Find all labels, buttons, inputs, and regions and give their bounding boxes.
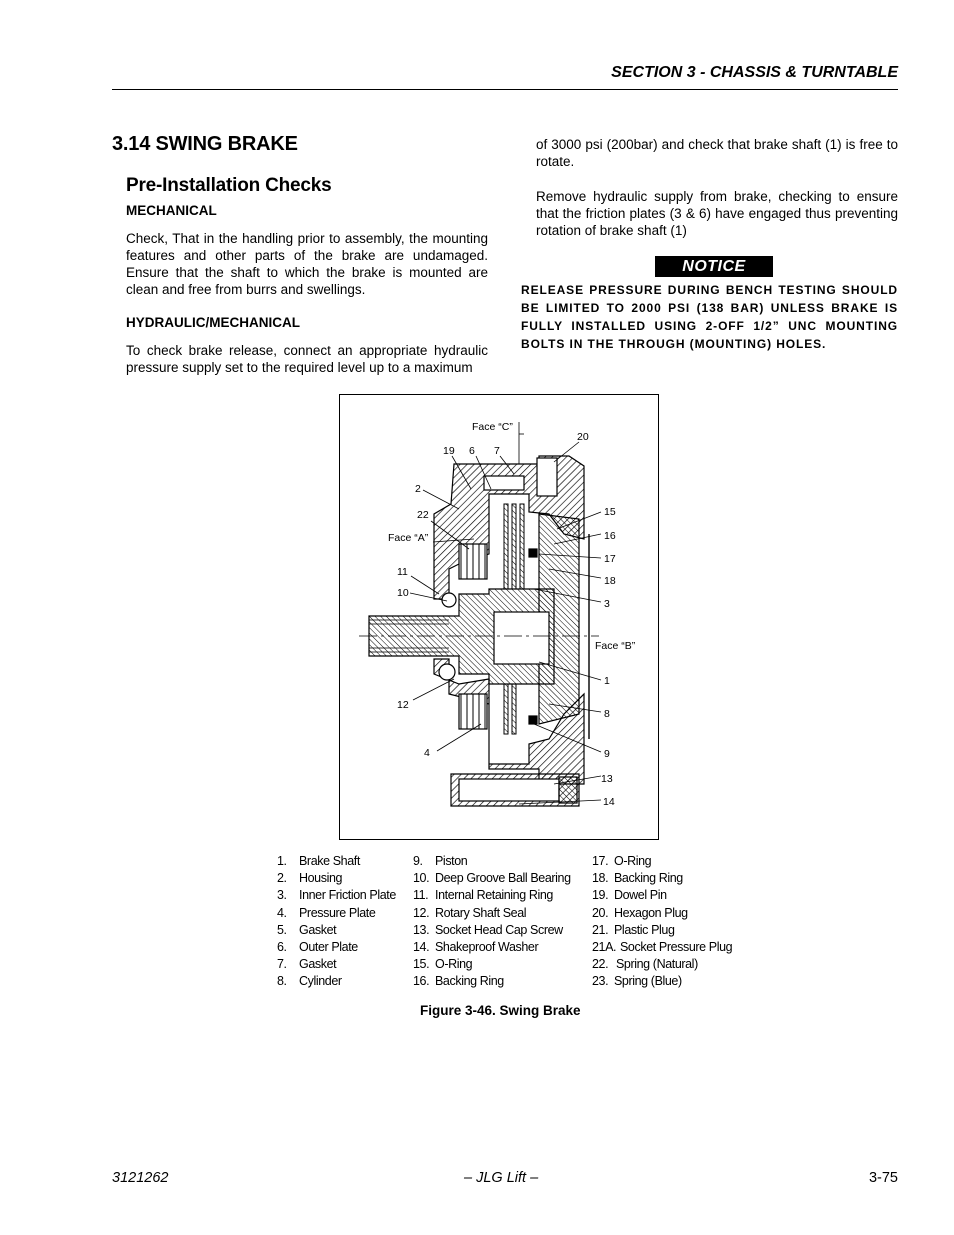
hydraulic-heading: HYDRAULIC/MECHANICAL bbox=[126, 315, 300, 330]
section-title: 3.14 SWING BRAKE bbox=[112, 133, 298, 155]
swing-brake-diagram bbox=[339, 394, 659, 840]
legend-item: 7. Gasket bbox=[277, 957, 337, 972]
legend-item: 21A. Socket Pressure Plug bbox=[592, 940, 733, 955]
subsection-title: Pre-Installation Checks bbox=[126, 175, 332, 196]
legend-item: 17. O-Ring bbox=[592, 854, 652, 868]
callout-1: 1 bbox=[604, 675, 610, 687]
dowel-pin bbox=[484, 476, 524, 490]
friction-plate-lower-1 bbox=[504, 684, 508, 734]
figure-caption: Figure 3-46. Swing Brake bbox=[420, 1003, 581, 1018]
callout-face-b: Face “B” bbox=[595, 640, 636, 652]
spring-lower bbox=[459, 694, 487, 729]
o-ring-upper bbox=[529, 549, 537, 557]
legend-column-1 bbox=[277, 853, 396, 991]
callout-22: 22 bbox=[417, 509, 429, 521]
callout-15: 15 bbox=[604, 506, 616, 518]
header-rule bbox=[112, 89, 898, 90]
legend-item: 2. Housing bbox=[277, 871, 343, 886]
callout-10: 10 bbox=[397, 587, 409, 599]
legend-item: 15. O-Ring bbox=[413, 957, 473, 972]
legend-item: 13. Socket Head Cap Screw bbox=[413, 922, 563, 937]
callout-14: 14 bbox=[603, 796, 615, 808]
o-ring-lower bbox=[529, 716, 537, 724]
legend-item: 14. Shakeproof Washer bbox=[413, 940, 539, 955]
legend-item: 3. Inner Friction Plate bbox=[277, 888, 396, 903]
legend-item: 16. Backing Ring bbox=[413, 974, 504, 989]
callout-12: 12 bbox=[397, 699, 409, 711]
callout-9: 9 bbox=[604, 748, 610, 760]
callout-20: 20 bbox=[577, 431, 589, 443]
spring-upper bbox=[459, 544, 487, 579]
legend-column-2 bbox=[413, 853, 571, 991]
legend-item: 6. Outer Plate bbox=[277, 940, 358, 955]
legend-item: 8. Cylinder bbox=[277, 974, 342, 989]
callout-13: 13 bbox=[601, 773, 613, 785]
callout-7: 7 bbox=[494, 445, 500, 457]
shaft-bore bbox=[494, 612, 549, 664]
section-header: SECTION 3 - CHASSIS & TURNTABLE bbox=[611, 64, 898, 81]
legend-item: 21. Plastic Plug bbox=[592, 922, 675, 937]
legend-item: 5. Gasket bbox=[277, 922, 337, 937]
legend-item: 12. Rotary Shaft Seal bbox=[413, 905, 527, 920]
callout-4: 4 bbox=[424, 747, 430, 759]
legend-column-3 bbox=[592, 853, 732, 991]
callout-face-a: Face “A” bbox=[388, 532, 429, 544]
footer-doc-number: 3121262 bbox=[112, 1170, 169, 1186]
legend-item: 20. Hexagon Plug bbox=[592, 905, 688, 920]
callout-2: 2 bbox=[415, 483, 421, 495]
legend-item: 4. Pressure Plate bbox=[277, 905, 376, 920]
callout-18: 18 bbox=[604, 575, 616, 587]
friction-plate-lower-2 bbox=[512, 684, 516, 734]
friction-plate-upper-1 bbox=[504, 504, 508, 589]
notice-badge: NOTICE bbox=[655, 256, 773, 277]
legend-item: 22. Spring (Natural) bbox=[592, 957, 698, 972]
callout-17: 17 bbox=[604, 553, 616, 565]
legend-item: 1. Brake Shaft bbox=[277, 854, 360, 868]
callout-3: 3 bbox=[604, 598, 610, 610]
remove-supply-paragraph: Remove hydraulic supply from brake, checking to ensure that the friction plates (3 & 6) have engaged thus preventing rotation of brake shaft (1) bbox=[536, 189, 898, 238]
notice-text: RELEASE PRESSURE DURING BENCH TESTING SHOULD BE LIMITED TO 2000 PSI (138 BAR) UNLESS BRAKE IS FULLY INSTALLED USING 2-OFF 1/2” UNC MOUNTING BOLTS IN THE THROUGH (MOUNTING) HOLES. bbox=[521, 283, 898, 351]
legend-item: 9. Piston bbox=[413, 854, 468, 868]
ball-bearing-lower bbox=[439, 664, 455, 680]
legend-item: 11. Internal Retaining Ring bbox=[413, 888, 553, 903]
footer-page-number: 3-75 bbox=[868, 1170, 898, 1186]
callout-6: 6 bbox=[469, 445, 475, 457]
friction-plate-upper-3 bbox=[520, 504, 524, 589]
callout-face-c: Face “C” bbox=[472, 421, 513, 433]
hydraulic-body-part1: To check brake release, connect an appropriate hydraulic pressure supply set to the required level up to a maximum bbox=[126, 343, 488, 375]
friction-plate-upper-2 bbox=[512, 504, 516, 589]
footer-publisher: – JLG Lift – bbox=[464, 1170, 539, 1186]
hexagon-plug bbox=[537, 458, 557, 496]
mechanical-heading: MECHANICAL bbox=[126, 203, 217, 218]
hydraulic-body-part2: of 3000 psi (200bar) and check that brake shaft (1) is free to rotate. bbox=[536, 137, 898, 169]
mechanical-body: Check, That in the handling prior to assembly, the mounting features and other parts of the brake are undamaged. Ensure that the shaft to which the brake is mounted are clean and free from burrs and swellings. bbox=[126, 231, 488, 297]
callout-16: 16 bbox=[604, 530, 616, 542]
callout-11: 11 bbox=[397, 566, 408, 578]
legend-item: 23. Spring (Blue) bbox=[592, 974, 682, 989]
legend-item: 18. Backing Ring bbox=[592, 871, 683, 886]
socket-head-cap-screw bbox=[459, 779, 559, 801]
callout-19: 19 bbox=[443, 445, 455, 457]
callout-8: 8 bbox=[604, 708, 610, 720]
legend-item: 10. Deep Groove Ball Bearing bbox=[413, 871, 571, 886]
legend-item: 19. Dowel Pin bbox=[592, 888, 667, 903]
